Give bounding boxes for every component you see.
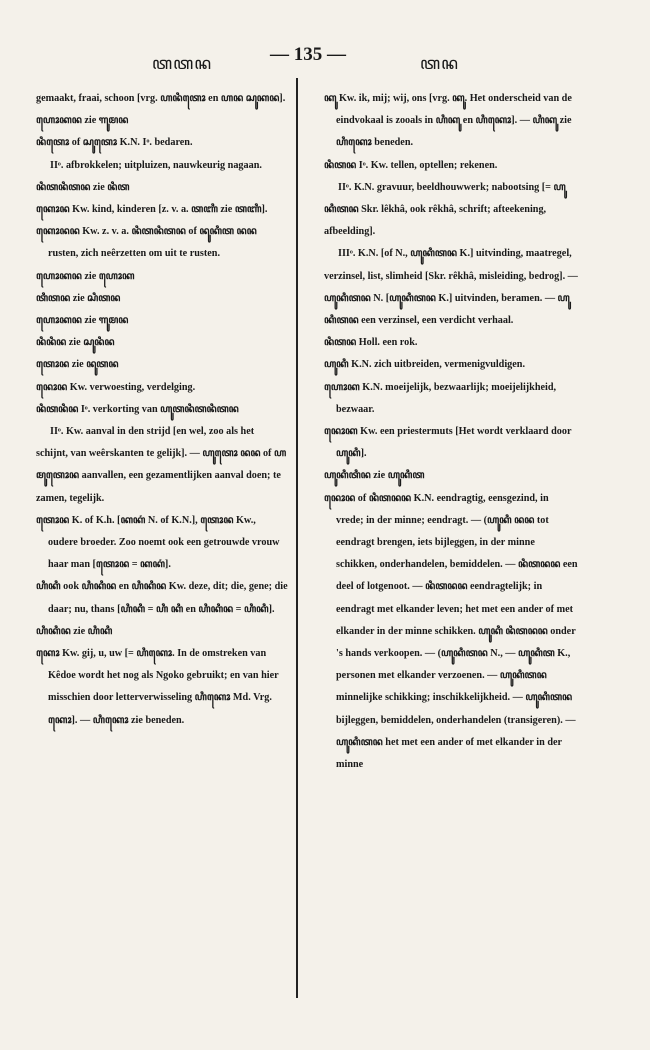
running-head-left: ꦠꦠꦤ <box>152 54 213 73</box>
entry: ꦲꦺꦴꦏ K.N. moeijelijk, bezwaarlijk; moeijelijkheid, bezwaar. <box>324 381 557 415</box>
entry: ꦲꦶꦏꦶꦤ zie ꦲꦶꦏꦶ <box>36 625 113 637</box>
entry: ꦲꦺꦴꦏꦤ zie ꦒꦸꦩꦤ <box>36 115 129 127</box>
entry: gemaakt, fraai, schoon [vrg. ꦲꦤꦶꦠꦺꦴ en ꦲꦤ ꦱꦸꦏꦤ]. <box>36 93 286 104</box>
page-number: — 135 — <box>270 44 346 65</box>
entry: ꦏꦺꦴꦤꦤ Kw. z. v. a. ꦤꦶꦠꦤꦶꦠꦤ of ꦤꦸꦏꦶꦠ ꦤꦤ rusten, zich neêrzetten om uit te rusten. <box>36 226 257 260</box>
entry: ꦲꦸꦏꦶꦠꦶꦤ zie ꦲꦸꦏꦶꦠ <box>324 470 425 482</box>
entry: ꦏꦺꦴꦤ Kw. kind, kinderen [z. v. a. ꦠꦚꦶ zie ꦠꦚꦶ]. <box>36 204 268 216</box>
left-column <box>36 88 288 732</box>
entry-sense: IIᵒ. Kw. aanval in den strijd [en wel, zoo als het schijnt, van weêrskanten te gelijk]. — ꦲꦸꦠꦺꦴ ꦤꦤ of ꦲꦩꦸꦠꦺꦴꦤ aanvallen, een gezamentlijken aanval doen; te zamen, tegelijk. <box>36 426 287 504</box>
entry: ꦤꦺꦴꦏ Kw. een priestermuts [Het wordt verklaard door ꦲꦸꦏꦶ]. <box>324 426 572 460</box>
column-divider <box>296 78 298 998</box>
entry: ꦏꦸ Kw. ik, mij; wij, ons [vrg. ꦏꦸ. Het onderscheid van de eindvokaal is zooals in ꦲꦶꦏꦸ en ꦲꦶꦏꦺꦴ]. — ꦲꦶꦏꦸ zie ꦲꦶꦏꦺꦴ beneden. <box>324 93 572 149</box>
entry: ꦲꦺꦴꦏꦤ zie ꦒꦸꦩꦤ <box>36 315 129 327</box>
entry: ꦠꦺꦴꦤ zie ꦤꦸꦠꦤ <box>36 359 119 371</box>
entry: ꦠꦺꦴꦤ K. of K.h. [ꦏꦏꦁ N. of K.N.], ꦠꦺꦴꦤ Kw., oudere broeder. Zoo noemt ook een getrouwde vrouw haar man [ꦠꦺꦴꦤ = ꦏꦏꦁ]. <box>36 514 280 571</box>
entry: ꦲꦺꦴꦏꦤ zie ꦲꦺꦴꦏ <box>36 270 135 282</box>
running-head <box>40 44 610 74</box>
running-head-right: ꦠꦤ <box>420 54 459 73</box>
right-column <box>324 88 578 776</box>
entry: ꦤꦺꦴꦤ Kw. verwoesting, verdelging. <box>36 381 196 393</box>
entry-sense: IIᵒ. K.N. gravuur, beeldhouwwerk; nabootsing [= ꦲꦸꦏꦶꦠꦤ Skr. lêkhâ, ook rêkhâ, schrift; afteekening, afbeelding]. <box>324 181 566 238</box>
entry-sense: IIIᵒ. K.N. [of N., ꦲꦸꦏꦶꦠꦤ K.] uitvinding, maatregel, verzinsel, list, slimheid [Skr. rêkhâ, misleiding, bedrog]. — ꦲꦸꦏꦶꦠꦤ N. [ꦲꦸꦏꦶꦠꦤ K.] uitvinden, beramen. — ꦲꦸꦏꦶꦠꦤ een verzinsel, een verdicht verhaal. <box>324 248 578 327</box>
entry: ꦤꦶꦠꦺꦴ of ꦱꦸꦠꦺꦴ K.N. Iᵒ. bedaren. <box>36 137 193 149</box>
entry: ꦤꦶꦠꦤꦶꦤ Iᵒ. verkorting van ꦲꦸꦠꦤꦶꦠꦤꦶꦠꦤ <box>36 403 239 415</box>
entry: ꦤꦶꦠꦤ Holl. een rok. <box>324 337 418 349</box>
entry: ꦤꦺꦴꦤ of ꦤꦶꦠꦤꦤ K.N. eendragtig, eensgezind, in vrede; in der minne; eendragt. — (ꦲꦸꦏꦶ ꦤꦤ tot eendragt brengen, iets bijleggen, in der minne schikken, onderhandelen, bemiddelen. — ꦤꦶꦠꦤꦤ een deel of lotgenoot. — ꦤꦶꦠꦤꦤ eendragtelijk; in eendragt met elkander leven; het met een ander of met elkander in der minne schikken. ꦲꦸꦏꦶ ꦤꦶꦠꦤꦤ onder 's hands verkoopen. — (ꦲꦸꦏꦶꦠꦤ N., — ꦲꦸꦏꦶꦠ K., personen met elkander verzoenen. — ꦲꦸꦏꦶꦠꦤ minnelijke schikking; inschikkelijkheid. — ꦲꦸꦏꦶꦠꦤ bijleggen, bemiddelen, onderhandelen (transigeren). — ꦲꦸꦏꦶꦠꦤ het met een ander of met elkander in der minne <box>324 492 578 771</box>
entry: ꦏꦺꦴ Kw. gij, u, uw [= ꦲꦶꦏꦺꦴ. In de omstreken van Kêdoe wordt het nog als Ngoko gebruikt; en van hier misschien door letterverwisseling ꦲꦶꦏꦺꦴ Md. Vrg. ꦏꦺꦴ]. — ꦲꦶꦏꦺꦴ zie beneden. <box>36 648 279 726</box>
entry: ꦲꦶꦏꦶ ook ꦲꦶꦏꦶꦤ en ꦲꦶꦏꦶꦤ Kw. deze, dit; die, gene; die daar; nu, thans [ꦲꦶꦏꦶ = ꦲꦶ ꦏꦶ en ꦲꦶꦏꦶꦤ = ꦲꦶꦏꦶ]. <box>36 581 288 615</box>
entry: ꦤꦶꦠꦤꦶꦠꦤ zie ꦤꦶꦠ <box>36 181 130 193</box>
entry: ꦤꦶꦠꦤ Iᵒ. Kw. tellen, optellen; rekenen. <box>324 159 498 171</box>
entry: ꦤꦶꦤꦶꦤ zie ꦱꦸꦤꦶꦤ <box>36 337 115 349</box>
entry: ꦲꦸꦏꦶ K.N. zich uitbreiden, vermenigvuldigen. <box>324 359 526 371</box>
entry: ꦠꦶꦠꦤ zie ꦱꦶꦠꦤ <box>36 292 121 304</box>
entry-sense: IIᵒ. afbrokkelen; uitpluizen, nauwkeurig nagaan. <box>50 159 262 171</box>
